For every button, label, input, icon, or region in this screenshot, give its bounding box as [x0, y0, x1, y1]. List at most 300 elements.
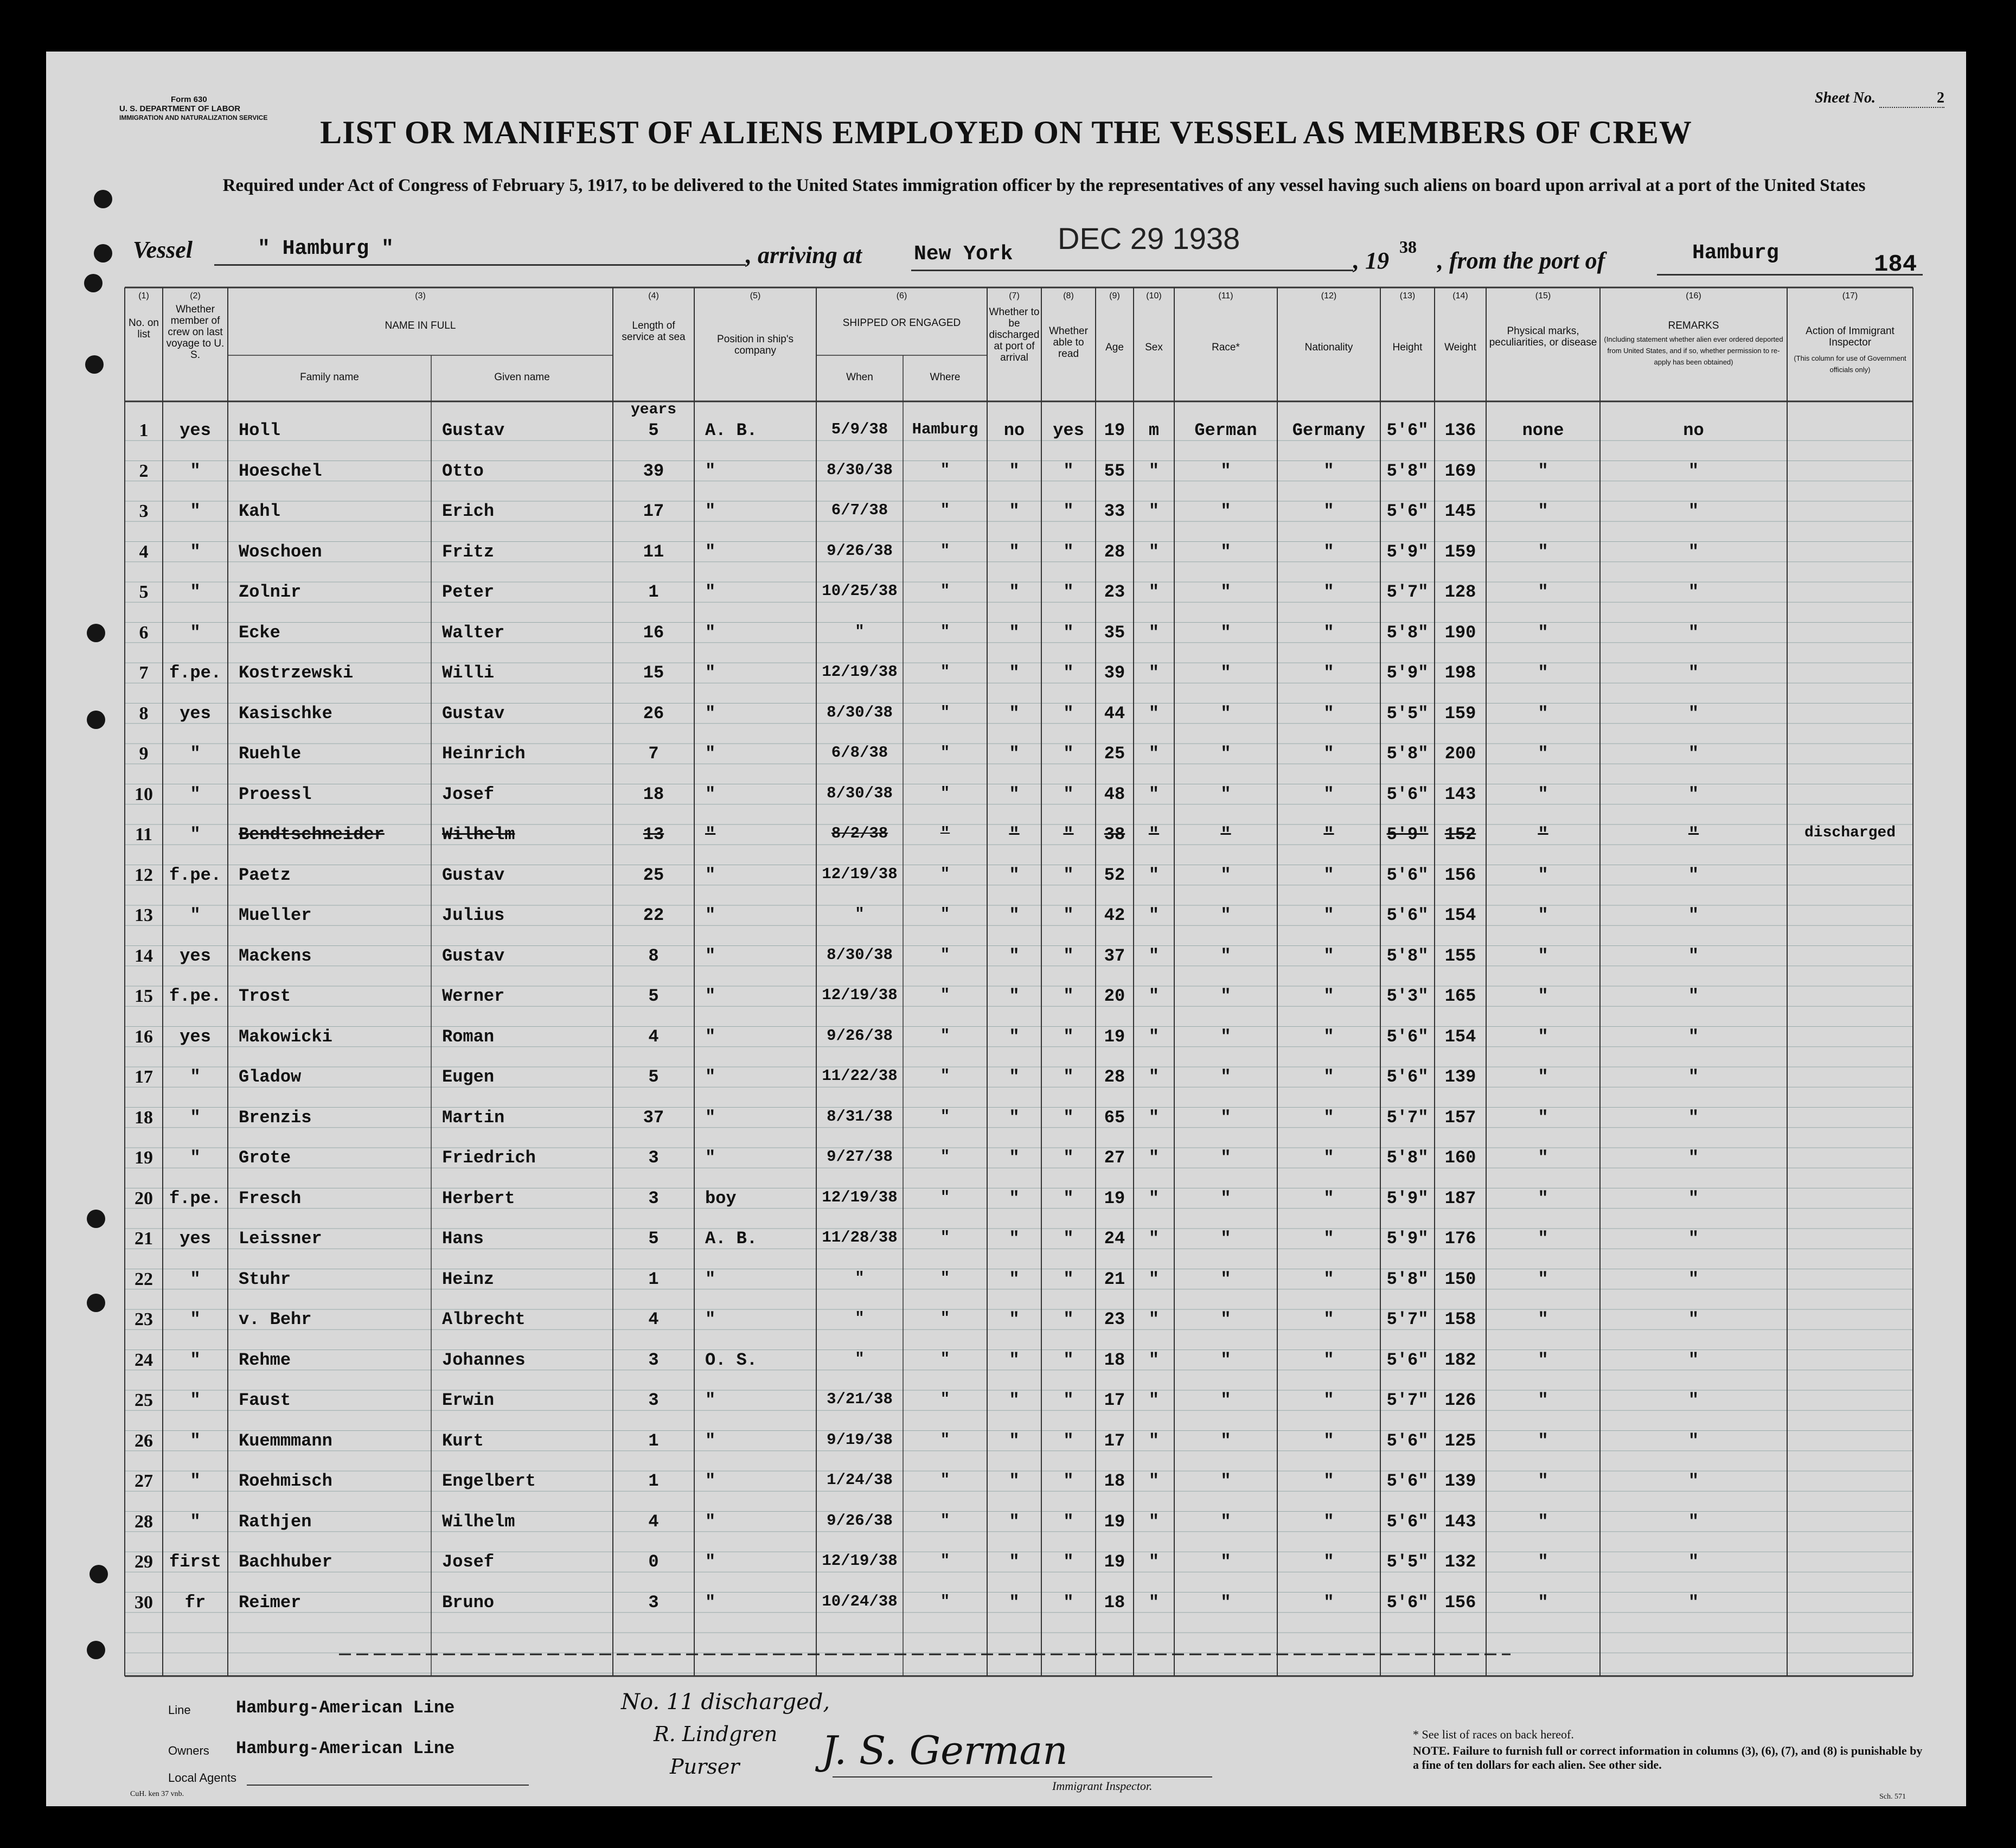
cell-read: "	[1063, 1592, 1074, 1613]
cell-where: "	[940, 1026, 950, 1045]
column-number: (10)	[1146, 291, 1162, 300]
cell-age: 39	[1104, 663, 1125, 683]
cell-race: "	[1220, 1148, 1231, 1168]
cell-where: Hamburg	[912, 420, 978, 438]
cell-family: Stuhr	[239, 1269, 291, 1289]
cell-phys: "	[1538, 1390, 1548, 1410]
cell-age: 21	[1104, 1269, 1125, 1289]
cell-read: "	[1063, 945, 1074, 966]
column-number: (7)	[1009, 291, 1020, 300]
cell-height: 5'8"	[1386, 1148, 1429, 1168]
cell-rem: "	[1688, 1511, 1699, 1532]
cell-race: "	[1220, 501, 1231, 521]
cell-member: yes	[180, 1026, 211, 1047]
cell-given: Julius	[442, 905, 505, 925]
length-unit-label: years	[630, 401, 676, 418]
cell-member: yes	[180, 703, 211, 724]
cell-given: Fritz	[442, 541, 495, 562]
cell-where: "	[940, 1552, 950, 1570]
cell-sex: "	[1148, 824, 1160, 845]
cell-where: "	[940, 865, 950, 883]
cell-weight: 160	[1444, 1148, 1476, 1168]
cell-length: 1	[648, 582, 659, 602]
cell-phys: "	[1538, 1026, 1548, 1047]
cell-rem: "	[1688, 1430, 1699, 1451]
cell-age: 18	[1104, 1592, 1125, 1613]
cell-rem: "	[1688, 1188, 1699, 1208]
cell-weight: 165	[1444, 986, 1476, 1006]
cell-member: "	[190, 905, 201, 925]
cell-disch: "	[1009, 1552, 1020, 1572]
cell-height: 5'6"	[1386, 501, 1429, 521]
cell-rem: "	[1688, 1107, 1699, 1128]
cell-when: 12/19/38	[822, 663, 898, 681]
cell-phys: "	[1538, 824, 1548, 845]
purser-label: Purser	[670, 1755, 740, 1779]
cell-weight: 154	[1444, 905, 1476, 925]
column-number: (17)	[1842, 291, 1858, 300]
cell-disch: "	[1009, 1511, 1020, 1532]
cell-read: yes	[1053, 420, 1084, 440]
cell-nat: "	[1323, 905, 1334, 925]
cell-family: Makowicki	[239, 1026, 332, 1047]
cell-no: 19	[135, 1148, 153, 1168]
cell-height: 5'9"	[1386, 1188, 1429, 1208]
cell-read: "	[1063, 1471, 1074, 1491]
cell-action: discharged	[1804, 824, 1896, 841]
cell-rem: "	[1688, 905, 1699, 925]
cell-position: "	[705, 1026, 716, 1047]
cell-nat: "	[1323, 824, 1334, 845]
cell-where: "	[940, 945, 950, 964]
cell-member: "	[190, 1148, 201, 1168]
cell-weight: 159	[1444, 703, 1476, 724]
cell-disch: "	[1009, 461, 1020, 481]
header-where: Where	[930, 372, 961, 383]
cell-given: Herbert	[442, 1188, 515, 1208]
cell-nat: "	[1323, 784, 1334, 804]
cell-given: Engelbert	[442, 1471, 536, 1491]
cell-nat: "	[1323, 1148, 1334, 1168]
cell-rem: "	[1688, 1592, 1699, 1613]
cell-height: 5'7"	[1386, 582, 1429, 602]
cell-when: "	[855, 622, 865, 641]
column-number: (4)	[648, 291, 659, 300]
cell-read: "	[1063, 663, 1074, 683]
column-number: (12)	[1321, 291, 1337, 300]
cell-age: 37	[1104, 945, 1125, 966]
year-label: , 19	[1353, 247, 1389, 274]
page-number: 184	[1874, 251, 1917, 278]
cell-when: 12/19/38	[822, 986, 898, 1004]
cell-member: yes	[180, 1229, 211, 1249]
cell-race: "	[1220, 1026, 1231, 1047]
cell-rem: "	[1688, 1269, 1699, 1289]
cell-age: 42	[1104, 905, 1125, 925]
cell-height: 5'8"	[1386, 461, 1429, 481]
cell-sex: "	[1148, 865, 1160, 885]
cell-race: "	[1220, 1107, 1231, 1128]
cell-nat: "	[1323, 703, 1334, 724]
cell-position: "	[705, 945, 716, 966]
cell-position: "	[705, 1107, 716, 1128]
cell-disch: "	[1009, 501, 1020, 521]
cell-sex: "	[1148, 663, 1160, 683]
cell-where: "	[940, 1390, 950, 1408]
cell-weight: 158	[1444, 1309, 1476, 1329]
cell-phys: "	[1538, 1430, 1548, 1451]
cell-given: Friedrich	[442, 1148, 536, 1168]
cell-when: 12/19/38	[822, 1552, 898, 1570]
cell-no: 3	[139, 501, 149, 521]
cell-race: "	[1220, 1430, 1231, 1451]
cell-member: "	[190, 461, 201, 481]
cell-family: Rathjen	[239, 1511, 312, 1532]
cell-member: "	[190, 1269, 201, 1289]
cell-length: 39	[643, 461, 664, 481]
cell-no: 21	[135, 1229, 153, 1249]
cell-when: 10/24/38	[822, 1592, 898, 1610]
cell-no: 22	[135, 1269, 153, 1289]
cell-race: "	[1220, 461, 1231, 481]
cell-weight: 154	[1444, 1026, 1476, 1047]
cell-race: "	[1220, 784, 1231, 804]
cell-read: "	[1063, 1552, 1074, 1572]
cell-race: "	[1220, 582, 1231, 602]
cell-position: "	[705, 1430, 716, 1451]
column-number: (11)	[1218, 291, 1233, 300]
cell-sex: "	[1148, 744, 1160, 764]
cell-read: "	[1063, 784, 1074, 804]
cell-family: Roehmisch	[239, 1471, 332, 1491]
cell-weight: 155	[1444, 945, 1476, 966]
cell-given: Walter	[442, 622, 505, 643]
cell-sex: "	[1148, 622, 1160, 643]
cell-phys: "	[1538, 1552, 1548, 1572]
cell-weight: 143	[1444, 784, 1476, 804]
cell-family: Hoeschel	[239, 461, 322, 481]
cell-race: "	[1220, 1067, 1231, 1087]
year-value: 38	[1399, 237, 1417, 257]
cell-nat: "	[1323, 1430, 1334, 1451]
cell-nat: "	[1323, 1067, 1334, 1087]
header-weight: Weight	[1444, 342, 1476, 353]
header-discharged: Whether to be discharged at port of arrival	[989, 306, 1040, 363]
cell-read: "	[1063, 986, 1074, 1006]
cell-family: Kuemmmann	[239, 1430, 332, 1451]
cell-height: 5'9"	[1386, 663, 1429, 683]
cell-age: 52	[1104, 865, 1125, 885]
cell-disch: "	[1009, 663, 1020, 683]
from-port-label: , from the port of	[1437, 247, 1605, 274]
cell-age: 19	[1104, 1552, 1125, 1572]
header-height: Height	[1392, 342, 1423, 353]
cell-nat: "	[1323, 986, 1334, 1006]
cell-member: "	[190, 784, 201, 804]
cell-age: 20	[1104, 986, 1125, 1006]
cell-position: "	[705, 1269, 716, 1289]
cell-nat: "	[1323, 582, 1334, 602]
header-remarks-detail: (Including statement whether alien ever ordered deported from United States, and if so, whether permission to re-apply has been obtained)	[1604, 335, 1783, 366]
cell-read: "	[1063, 1350, 1074, 1370]
cell-length: 1	[648, 1269, 659, 1289]
cell-weight: 128	[1444, 582, 1476, 602]
cell-read: "	[1063, 582, 1074, 602]
cell-family: Mueller	[239, 905, 312, 925]
header-when: When	[846, 372, 873, 383]
cell-read: "	[1063, 1269, 1074, 1289]
cell-height: 5'7"	[1386, 1390, 1429, 1410]
cell-where: "	[940, 784, 950, 802]
cell-family: Kahl	[239, 501, 280, 521]
cell-race: "	[1220, 945, 1231, 966]
inspector-signature: J. S. German	[822, 1728, 1068, 1773]
cell-no: 23	[135, 1309, 153, 1329]
cell-phys: "	[1538, 541, 1548, 562]
cell-read: "	[1063, 1430, 1074, 1451]
cell-when: 12/19/38	[822, 865, 898, 883]
cell-phys: "	[1538, 1107, 1548, 1128]
cell-position: "	[705, 663, 716, 683]
cell-when: "	[855, 1350, 865, 1368]
cell-where: "	[940, 1350, 950, 1368]
cell-height: 5'6"	[1386, 1026, 1429, 1047]
cell-given: Eugen	[442, 1067, 495, 1087]
header-age: Age	[1105, 342, 1124, 353]
cell-member: f.pe.	[169, 986, 221, 1006]
cell-nat: "	[1323, 1188, 1334, 1208]
cell-where: "	[940, 1229, 950, 1246]
cell-member: "	[190, 1511, 201, 1532]
cell-position: "	[705, 461, 716, 481]
cell-race: "	[1220, 824, 1231, 845]
column-number: (6)	[896, 291, 907, 300]
cell-rem: "	[1688, 986, 1699, 1006]
header-action-detail: (This column for use of Government officials only)	[1794, 354, 1906, 374]
column-number: (16)	[1686, 291, 1701, 300]
cell-nat: "	[1323, 1592, 1334, 1613]
cell-disch: "	[1009, 1471, 1020, 1491]
cell-position: "	[705, 1148, 716, 1168]
cell-race: "	[1220, 986, 1231, 1006]
cell-nat: "	[1323, 461, 1334, 481]
cell-length: 1	[648, 1430, 659, 1451]
cell-weight: 125	[1444, 1430, 1476, 1451]
cell-height: 5'3"	[1386, 986, 1429, 1006]
cell-sex: "	[1148, 1026, 1160, 1047]
cell-weight: 132	[1444, 1552, 1476, 1572]
cell-phys: "	[1538, 945, 1548, 966]
cell-weight: 156	[1444, 865, 1476, 885]
cell-no: 28	[135, 1511, 153, 1532]
cell-member: "	[190, 1309, 201, 1329]
cell-nat: "	[1323, 1471, 1334, 1491]
cell-given: Gustav	[442, 703, 505, 724]
print-code: CuH. ken 37 vnb.	[130, 1790, 184, 1798]
cell-height: 5'8"	[1386, 1269, 1429, 1289]
cell-phys: "	[1538, 582, 1548, 602]
column-number: (13)	[1399, 291, 1416, 300]
cell-when: 9/26/38	[827, 1511, 893, 1530]
cell-age: 23	[1104, 1309, 1125, 1329]
cell-weight: 159	[1444, 541, 1476, 562]
cell-no: 4	[139, 541, 149, 562]
cell-member: "	[190, 622, 201, 643]
cell-disch: "	[1009, 1107, 1020, 1128]
cell-position: "	[705, 541, 716, 562]
column-number: (9)	[1109, 291, 1120, 300]
cell-no: 14	[135, 945, 153, 966]
cell-phys: "	[1538, 744, 1548, 764]
cell-no: 30	[135, 1592, 153, 1613]
cell-given: Otto	[442, 461, 484, 481]
cell-disch: "	[1009, 744, 1020, 764]
page-subtitle: Required under Act of Congress of February 5, 1917, to be delivered to the United States immigration officer by the representatives of any vessel having such aliens on board upon arrival at a port of the United States	[222, 176, 1866, 195]
cell-position: O. S.	[705, 1350, 758, 1370]
cell-length: 3	[648, 1148, 659, 1168]
cell-no: 20	[135, 1188, 153, 1208]
cell-height: 5'6"	[1386, 420, 1429, 440]
header-remarks: REMARKS	[1668, 320, 1719, 331]
cell-weight: 156	[1444, 1592, 1476, 1613]
cell-phys: "	[1538, 986, 1548, 1006]
cell-no: 7	[139, 663, 149, 683]
cell-rem: "	[1688, 622, 1699, 643]
cell-rem: "	[1688, 1471, 1699, 1491]
header-no: No. on list	[129, 317, 159, 340]
cell-age: 19	[1104, 1026, 1125, 1047]
cell-weight: 136	[1444, 420, 1476, 440]
column-number: (1)	[138, 291, 149, 300]
cell-sex: "	[1148, 1067, 1160, 1087]
cell-race: German	[1194, 420, 1257, 440]
cell-sex: "	[1148, 945, 1160, 966]
cell-position: "	[705, 1511, 716, 1532]
cell-race: "	[1220, 703, 1231, 724]
cell-rem: "	[1688, 744, 1699, 764]
cell-member: "	[190, 1390, 201, 1410]
cell-age: 65	[1104, 1107, 1125, 1128]
cell-phys: "	[1538, 784, 1548, 804]
cell-height: 5'5"	[1386, 703, 1429, 724]
cell-family: Fresch	[239, 1188, 302, 1208]
cell-phys: "	[1538, 1511, 1548, 1532]
column-number: (2)	[190, 291, 201, 300]
cell-no: 13	[135, 905, 153, 925]
cell-read: "	[1063, 865, 1074, 885]
cell-when: 12/19/38	[822, 1188, 898, 1206]
departure-port: Hamburg	[1692, 241, 1779, 265]
cell-disch: no	[1003, 420, 1025, 440]
cell-sex: "	[1148, 1430, 1160, 1451]
cell-disch: "	[1009, 945, 1020, 966]
cell-nat: "	[1323, 865, 1334, 885]
cell-length: 11	[643, 541, 664, 562]
cell-sex: "	[1148, 905, 1160, 925]
cell-sex: "	[1148, 582, 1160, 602]
cell-rem: "	[1688, 501, 1699, 521]
cell-given: Kurt	[442, 1430, 484, 1451]
cell-when: "	[855, 1269, 865, 1287]
cell-phys: "	[1538, 1148, 1548, 1168]
cell-rem: "	[1688, 1026, 1699, 1047]
header-nationality: Nationality	[1304, 342, 1353, 353]
cell-height: 5'8"	[1386, 945, 1429, 966]
cell-weight: 182	[1444, 1350, 1476, 1370]
cell-given: Gustav	[442, 420, 505, 440]
cell-nat: "	[1323, 1229, 1334, 1249]
cell-disch: "	[1009, 1269, 1020, 1289]
cell-family: Ecke	[239, 622, 280, 643]
cell-sex: "	[1148, 1269, 1160, 1289]
cell-rem: "	[1688, 1067, 1699, 1087]
cell-rem: "	[1688, 703, 1699, 724]
cell-length: 4	[648, 1309, 659, 1329]
cell-read: "	[1063, 1148, 1074, 1168]
cell-read: "	[1063, 1390, 1074, 1410]
cell-disch: "	[1009, 1430, 1020, 1451]
cell-height: 5'8"	[1386, 622, 1429, 643]
arrival-date-stamp: DEC 29 1938	[1058, 221, 1240, 255]
cell-member: "	[190, 582, 201, 602]
cell-when: 9/19/38	[827, 1430, 893, 1449]
cell-disch: "	[1009, 1309, 1020, 1329]
cell-family: Kostrzewski	[239, 663, 354, 683]
cell-weight: 200	[1444, 744, 1476, 764]
cell-no: 2	[139, 461, 149, 481]
race-note: * See list of races on back hereof.	[1413, 1728, 1574, 1741]
cell-family: Zolnir	[239, 582, 302, 602]
cell-nat: "	[1323, 1390, 1334, 1410]
cell-no: 25	[135, 1390, 153, 1410]
cell-where: "	[940, 663, 950, 681]
cell-nat: "	[1323, 1026, 1334, 1047]
cell-disch: "	[1009, 1067, 1020, 1087]
cell-given: Hans	[442, 1229, 484, 1249]
header-length-of-service: Length of service at sea	[622, 320, 686, 343]
cell-read: "	[1063, 1309, 1074, 1329]
discharge-note: No. 11 discharged,	[621, 1690, 830, 1715]
cell-where: "	[940, 1471, 950, 1489]
service-name: IMMIGRATION AND NATURALIZATION SERVICE	[119, 114, 268, 122]
cell-phys: "	[1538, 622, 1548, 643]
cell-where: "	[940, 501, 950, 519]
cell-length: 4	[648, 1511, 659, 1532]
cell-no: 6	[139, 622, 149, 643]
cell-disch: "	[1009, 1350, 1020, 1370]
owners-label: Owners	[168, 1744, 209, 1757]
cell-length: 25	[643, 865, 664, 885]
cell-position: "	[705, 582, 716, 602]
cell-when: 11/28/38	[822, 1229, 898, 1246]
cell-given: Gustav	[442, 945, 505, 966]
cell-when: 1/24/38	[827, 1471, 893, 1489]
cell-family: Leissner	[239, 1229, 322, 1249]
cell-member: "	[190, 541, 201, 562]
cell-given: Erwin	[442, 1390, 495, 1410]
cell-given: Willi	[442, 663, 495, 683]
cell-height: 5'6"	[1386, 1067, 1429, 1087]
cell-where: "	[940, 1592, 950, 1610]
cell-disch: "	[1009, 582, 1020, 602]
cell-member: f.pe.	[169, 663, 221, 683]
cell-sex: "	[1148, 784, 1160, 804]
cell-read: "	[1063, 461, 1074, 481]
cell-position: "	[705, 501, 716, 521]
cell-length: 13	[643, 824, 664, 845]
cell-length: 16	[643, 622, 664, 643]
cell-rem: no	[1683, 420, 1704, 440]
